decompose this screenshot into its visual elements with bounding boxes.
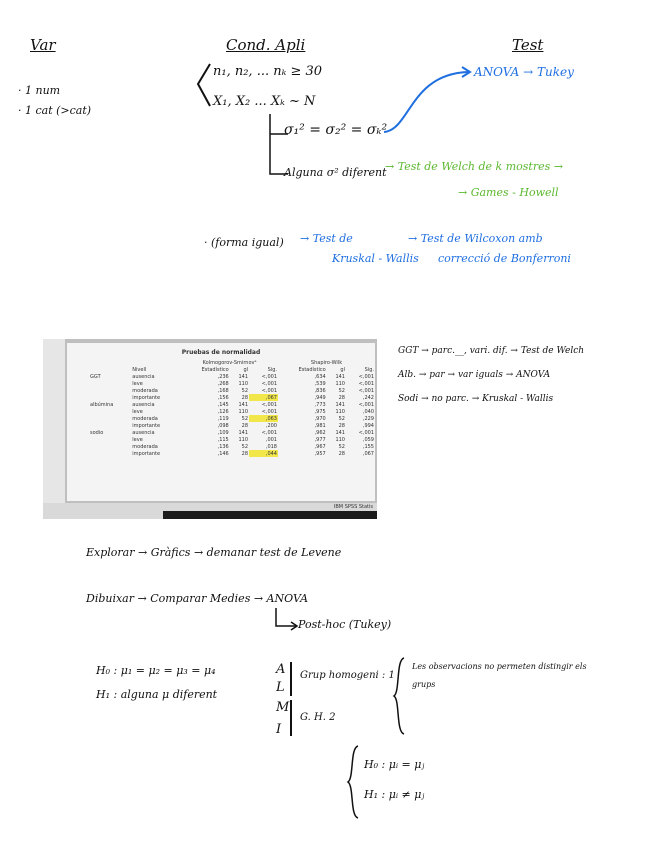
spss-table-row (89, 401, 375, 408)
spss-table-cell: importante (132, 394, 161, 401)
step-explorar: Explorar → Gràfics → demanar test de Levene (86, 546, 342, 559)
cond-diff-var: Alguna σ² diferent (284, 166, 387, 179)
spss-table-cell: <,001 (261, 373, 277, 380)
note-ggt: GGT → parc.__, vari. dif. → Test de Welch (398, 346, 585, 356)
spss-table-cell: importante (132, 450, 161, 457)
spss-table-cell: <,001 (261, 401, 277, 408)
test-wilcoxon-1: → Test de Wilcoxon amb (408, 232, 543, 245)
var-item-cat: · 1 cat (>cat) (18, 104, 92, 117)
spss-table-cell: 141 (335, 429, 345, 436)
spss-table-cell: moderada (132, 415, 158, 422)
test-anova: ANOVA → Tukey (474, 65, 574, 79)
spss-table-row (89, 387, 375, 394)
spss-table-cell: sodio (90, 429, 104, 436)
spss-table-cell: 141 (335, 373, 345, 380)
group-homogeneous-1: Grup homogeni : 1 (300, 670, 395, 681)
test-wilcoxon-2: correcció de Bonferroni (438, 252, 571, 265)
spss-table-cell: ,145 (217, 401, 229, 408)
spss-table-row (89, 436, 375, 443)
spss-table-cell: ausencia (132, 429, 155, 436)
spss-table-cell: 28 (241, 394, 249, 401)
spss-table-cell: <,001 (261, 380, 277, 387)
spss-table-cell: ,126 (217, 408, 229, 415)
spss-status: IBM SPSS Statis (333, 504, 373, 510)
spss-table-area (67, 343, 375, 501)
spss-table-row (89, 443, 375, 450)
spss-table-cell (89, 450, 131, 457)
spss-table-row (89, 450, 375, 457)
spss-table-row (89, 422, 375, 429)
group-homogeneous-2: G. H. 2 (300, 712, 336, 723)
cond-sizes: n₁, n₂, ... nₖ ≥ 30 (213, 64, 323, 79)
spss-table-cell: 28 (338, 394, 345, 401)
step-dibuixar: Dibuixar → Comparar Medies → ANOVA (86, 592, 309, 605)
group-bracket-1 (290, 662, 292, 696)
cond-equal-var: σ₁² = σ₂² = σₖ² (284, 122, 388, 138)
spss-table-cell: GGT (90, 373, 101, 380)
note-sodi: Sodi → no parc. → Kruskal - Wallis (398, 394, 554, 404)
spss-table-cell: 52 (241, 443, 249, 450)
step-posthoc: Post-hoc (Tukey) (298, 618, 392, 631)
spss-table-cell: ,156 (217, 394, 229, 401)
spss-table-cell: <,001 (358, 380, 374, 387)
spss-table-cell: ,229 (362, 415, 374, 422)
spss-table-cell: ,773 (314, 401, 326, 408)
spss-table-cell: 141 (335, 401, 345, 408)
spss-table-cell: <,001 (261, 408, 277, 415)
spss-normality-table (89, 359, 375, 457)
spss-table-row (89, 415, 375, 422)
spss-table-cell: 110 (238, 408, 249, 415)
spss-table-cell: ,168 (217, 387, 229, 394)
spss-table-cell: ,836 (314, 387, 326, 394)
spss-table-cell (89, 387, 131, 394)
test-welch-1: → Test de Welch de k mostres → (385, 160, 563, 173)
spss-table-cell: <,001 (358, 401, 374, 408)
spss-table-cell: 28 (338, 450, 345, 457)
cond-normal: X₁, X₂ ... Xₖ ~ N (213, 94, 316, 109)
spss-table-cell: ,268 (217, 380, 229, 387)
spss-table-cell: ,040 (362, 408, 374, 415)
spss-table-cell (89, 436, 131, 443)
spss-table-cell: <,001 (261, 429, 277, 436)
spss-table-cell: ,962 (314, 429, 326, 436)
spss-table-cell: ,136 (217, 443, 229, 450)
spss-table-cell: ,975 (314, 408, 326, 415)
spss-table-cell: <,001 (358, 387, 374, 394)
spss-table-cell: 141 (238, 429, 249, 436)
group-letter-i: I (276, 722, 282, 737)
spss-table-cell: 110 (335, 380, 345, 387)
header-test: Test (512, 36, 544, 54)
spss-left-pane (43, 339, 65, 519)
spss-group-head-ks: Kolmogorov-Smirnovᵃ (202, 359, 257, 366)
spss-table-cell: ,200 (265, 422, 277, 429)
spss-table-cell (89, 422, 131, 429)
spss-table-cell: ,155 (362, 443, 374, 450)
spss-table-cell: 110 (335, 436, 345, 443)
spss-table-title: Pruebas de normalidad (181, 349, 261, 356)
spss-table-cell: ,994 (362, 422, 374, 429)
spss-table-cell: 52 (338, 443, 345, 450)
spss-table-cell: ,977 (314, 436, 326, 443)
spss-table-cell: ,098 (217, 422, 229, 429)
spss-table-cell: 52 (338, 387, 345, 394)
spss-table-row (89, 373, 375, 380)
spss-table-cell: ausencia (132, 401, 155, 408)
hyp-h0-pairwise: H₀ : μᵢ = μⱼ (364, 758, 425, 771)
spss-table-cell: 52 (241, 387, 249, 394)
header-var: Var (30, 36, 56, 54)
var-item-num: · 1 num (18, 84, 61, 97)
spss-table-cell (89, 443, 131, 450)
hyp-h1: H₁ : alguna μ diferent (96, 688, 218, 701)
spss-table-cell: ,059 (362, 436, 374, 443)
spss-table-cell: importante (132, 422, 161, 429)
spss-table-cell: albúmina (90, 401, 114, 408)
spss-table-cell: ,242 (362, 394, 374, 401)
arrow-to-anova (380, 60, 480, 140)
spss-table-cell: 28 (241, 450, 249, 457)
spss-table-cell: leve (132, 436, 143, 443)
spss-table-cell: <,001 (261, 387, 277, 394)
header-cond: Cond. Apli (226, 36, 306, 54)
spss-table-cell: ,109 (217, 429, 229, 436)
spss-table-cell (89, 394, 131, 401)
spss-col-head: Sig. (267, 366, 277, 373)
spss-table-cell: 28 (338, 422, 345, 429)
spss-table-cell: 141 (238, 401, 249, 408)
test-kruskal-1: → Test de (300, 232, 353, 245)
group-letter-l: L (276, 680, 285, 695)
observation-brace (390, 656, 410, 736)
group-letter-m: M (276, 700, 290, 715)
spss-table-cell: moderada (132, 387, 158, 394)
spss-table-cell: leve (132, 380, 143, 387)
spss-table-row (89, 394, 375, 401)
spss-table-cell: ,634 (314, 373, 326, 380)
spss-table-cell: ,018 (265, 443, 277, 450)
spss-table-cell: ,949 (314, 394, 326, 401)
spss-table-row (89, 408, 375, 415)
spss-col-head: Estadístico (201, 366, 229, 373)
spss-col-head: gl (340, 366, 345, 373)
group-bracket-2 (290, 700, 292, 736)
cond-no-normal: · (forma igual) (204, 236, 284, 249)
taskbar (163, 511, 377, 519)
spss-col-head: Sig. (364, 366, 374, 373)
spss-col-head: gl (243, 366, 249, 373)
spss-table-cell: leve (132, 408, 143, 415)
spss-table-cell: ,539 (314, 380, 326, 387)
spss-table-cell: 110 (335, 408, 345, 415)
spss-table-cell: ,957 (314, 450, 326, 457)
spss-col-head (89, 366, 131, 373)
spss-table-row (89, 429, 375, 436)
pairwise-brace (344, 744, 364, 820)
hyp-h1-pairwise: H₁ : μᵢ ≠ μⱼ (364, 788, 425, 801)
test-welch-2: → Games - Howell (458, 186, 559, 199)
spss-col-head: Nivell (132, 366, 147, 373)
spss-col-head: Estadístico (298, 366, 326, 373)
spss-table-cell: 52 (338, 415, 345, 422)
spss-table-cell: ,970 (314, 415, 326, 422)
hyp-h0: H₀ : μ₁ = μ₂ = μ₃ = μ₄ (96, 664, 216, 677)
spss-table-cell: 52 (241, 415, 249, 422)
note-alb: Alb. → par → var iguals → ANOVA (398, 370, 551, 380)
observation-line1: Les observacions no permeten distingir els (412, 662, 587, 671)
spss-table-cell: moderada (132, 443, 158, 450)
spss-table-cell: 141 (238, 373, 249, 380)
spss-table-cell: ausencia (132, 373, 155, 380)
spss-table-cell: ,067 (249, 394, 278, 401)
spss-table-cell: ,001 (265, 436, 277, 443)
spss-group-head-sw: Shapiro-Wilk (310, 359, 343, 366)
group-letter-a: A (276, 662, 286, 677)
spss-table-cell (89, 380, 131, 387)
spss-table-cell: ,115 (217, 436, 229, 443)
spss-table-cell: ,981 (314, 422, 326, 429)
spss-table-row (89, 380, 375, 387)
spss-table-cell: ,236 (217, 373, 229, 380)
spss-table-cell: ,146 (217, 450, 229, 457)
spss-table-cell: ,119 (217, 415, 229, 422)
spss-table-cell: ,044 (249, 450, 278, 457)
condition-brace (194, 60, 214, 110)
spss-table-cell: 28 (241, 422, 249, 429)
spss-table-cell: <,001 (358, 429, 374, 436)
spss-table-cell: 110 (238, 380, 249, 387)
spss-table-cell: <,001 (358, 373, 374, 380)
test-kruskal-2: Kruskal - Wallis (332, 252, 419, 265)
observation-line2: grups (412, 680, 436, 689)
spss-table-cell (89, 408, 131, 415)
spss-photo (43, 339, 377, 519)
spss-table-cell: 110 (238, 436, 249, 443)
spss-table-cell: ,067 (362, 450, 374, 457)
spss-table-cell (89, 415, 131, 422)
spss-table-cell: ,063 (249, 415, 278, 422)
spss-table-cell: ,967 (314, 443, 326, 450)
